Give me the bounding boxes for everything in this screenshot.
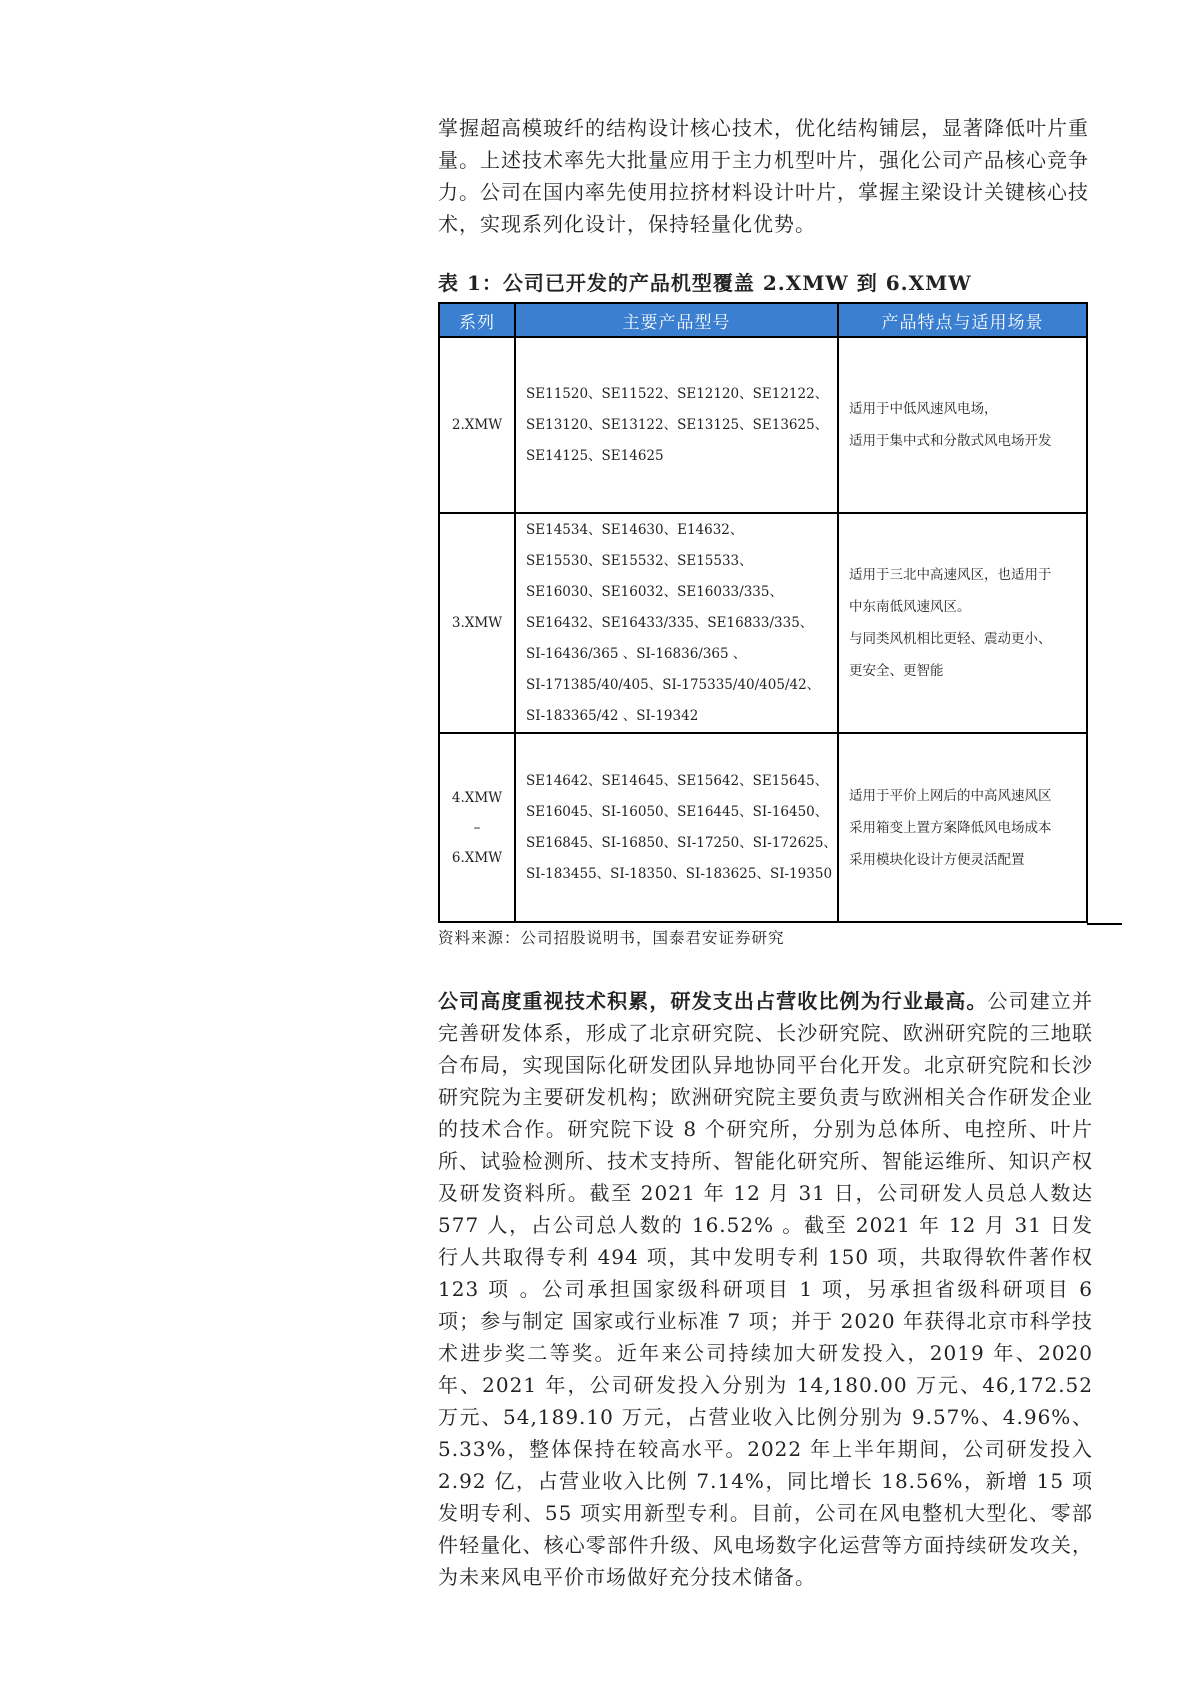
features-cell bbox=[838, 337, 1087, 513]
rd-lead-sentence: 公司高度重视技术积累，研发支出占营收比例为行业最高。 bbox=[438, 989, 988, 1013]
table-source-note: 资料来源：公司招股说明书，国泰君安证券研究 bbox=[438, 929, 785, 947]
table-row bbox=[439, 513, 1087, 733]
features-cell bbox=[838, 513, 1087, 733]
feature-line: 更安全、更智能 bbox=[849, 663, 944, 679]
table-row bbox=[439, 733, 1087, 922]
table-bottom-extension-line bbox=[1087, 923, 1122, 925]
model-line: SE14642、SE14645、SE15642、SE15645、 bbox=[526, 772, 829, 789]
series-label: 2.XMW bbox=[451, 417, 503, 433]
models-cell bbox=[515, 513, 838, 733]
feature-line: 适用于三北中高速风区，也适用于 bbox=[849, 567, 1052, 583]
series-label: 3.XMW bbox=[451, 615, 503, 631]
model-line: SE16030、SE16032、SE16033/335、 bbox=[526, 583, 783, 600]
model-line: SE16845、SI-16850、SI-17250、SI-172625、 bbox=[526, 834, 837, 851]
product-models-table bbox=[438, 302, 1088, 923]
feature-line: 适用于平价上网后的中高风速风区 bbox=[849, 787, 1052, 804]
feature-line: 中东南低风速风区。 bbox=[849, 599, 971, 615]
model-line: SI-183455、SI-18350、SI-183625、SI-19350 bbox=[526, 865, 833, 882]
rd-body-text: 公司建立并完善研发体系，形成了北京研究院、长沙研究院、欧洲研究院的三地联合布局，实现国际化研发团队异地协同平台化开发。北京研究院和长沙研究院为主要研发机构；欧洲研究院主要负责与欧洲相关合作研发企业的技术合作。研究院下设 8 个研究所，分别为总体所、电控所、叶片所、试验检测所、技术支持所、智能化研究所、智能运维所、知识产权及研发资料所。截至 2021 年 12 月 31 日，公司研发人员总人数达 577 人，占公司总人数的 16.52% 。截至 2021 年 12 月 31 日发行人共取得专利 494 项，其中发明专利 150 项，共取得软件著作权 123 项 。公司承担国家级科研项目 1 项，另承担省级科研项目 6 项；参与制定 国家或行业标准 7 项；并于 2020 年获得北京市科学技术进步奖二等奖。近年来公司持续加大研发投入，2019 年、2020 年、2021 年，公司研发投入分别为 14,180.00 万元、46,172.52 万元、54,189.10 万元，占营业收入比例分别为 9.57%、4.96%、5.33%，整体保持在较高水平。2022 年上半年期间，公司研发投入 2.92 亿，占营业收入比例 7.14%，同比增长 18.56%，新增 15 项发明专利、55 项实用新型专利。目前，公司在风电整机大型化、零部件轻量化、核心零部件升级、风电场数字化运营等方面持续研发攻关，为未来风电平价市场做好充分技术储备。 bbox=[438, 989, 1094, 1589]
model-line: SI-183365/42 、SI-19342 bbox=[526, 707, 699, 724]
series-label: 6.XMW bbox=[451, 849, 503, 866]
table-header-row bbox=[439, 303, 1087, 337]
feature-line: 适用于中低风速风电场， bbox=[849, 401, 998, 417]
models-cell bbox=[515, 733, 838, 922]
model-line: SI-16436/365 、SI-16836/365 、 bbox=[526, 645, 747, 662]
intro-paragraph bbox=[438, 112, 1093, 240]
model-line: SE11520、SE11522、SE12120、SE12122、 bbox=[526, 385, 829, 402]
intro-line: 量。上述技术率先大批量应用于主力机型叶片，强化公司产品核心竞争 bbox=[438, 148, 1089, 172]
series-cell bbox=[439, 513, 515, 733]
intro-line: 术，实现系列化设计，保持轻量化优势。 bbox=[438, 212, 816, 236]
rd-paragraph bbox=[438, 985, 1093, 1593]
model-line: SE14534、SE14630、E14632、 bbox=[526, 521, 744, 538]
series-cell bbox=[439, 337, 515, 513]
model-line: SE14125、SE14625 bbox=[526, 447, 664, 464]
table-title: 表 1：公司已开发的产品机型覆盖 2.XMW 到 6.XMW bbox=[438, 271, 972, 295]
series-cell bbox=[439, 733, 515, 922]
header-models: 主要产品型号 bbox=[515, 303, 838, 337]
intro-line: 掌握超高模玻纤的结构设计核心技术，优化结构铺层，显著降低叶片重 bbox=[438, 116, 1089, 140]
feature-line: 与同类风机相比更轻、震动更小、 bbox=[849, 631, 1052, 647]
models-cell bbox=[515, 337, 838, 513]
model-line: SE15530、SE15532、SE15533、 bbox=[526, 552, 753, 569]
table-row bbox=[439, 337, 1087, 513]
intro-line: 力。公司在国内率先使用拉挤材料设计叶片，掌握主梁设计关键核心技 bbox=[438, 180, 1089, 204]
feature-line: 采用箱变上置方案降低风电场成本 bbox=[849, 819, 1052, 836]
header-series: 系列 bbox=[439, 303, 515, 337]
feature-line: 采用模块化设计方便灵活配置 bbox=[849, 851, 1025, 868]
model-line: SE13120、SE13122、SE13125、SE13625、 bbox=[526, 416, 829, 433]
model-line: SE16045、SI-16050、SE16445、SI-16450、 bbox=[526, 803, 829, 820]
series-separator: – bbox=[473, 819, 481, 836]
header-features: 产品特点与适用场景 bbox=[838, 303, 1087, 337]
features-cell bbox=[838, 733, 1087, 922]
model-line: SI-171385/40/405、SI-175335/40/405/42、 bbox=[526, 676, 821, 693]
model-line: SE16432、SE16433/335、SE16833/335、 bbox=[526, 614, 814, 631]
series-label: 4.XMW bbox=[451, 789, 503, 806]
feature-line: 适用于集中式和分散式风电场开发 bbox=[849, 433, 1052, 449]
